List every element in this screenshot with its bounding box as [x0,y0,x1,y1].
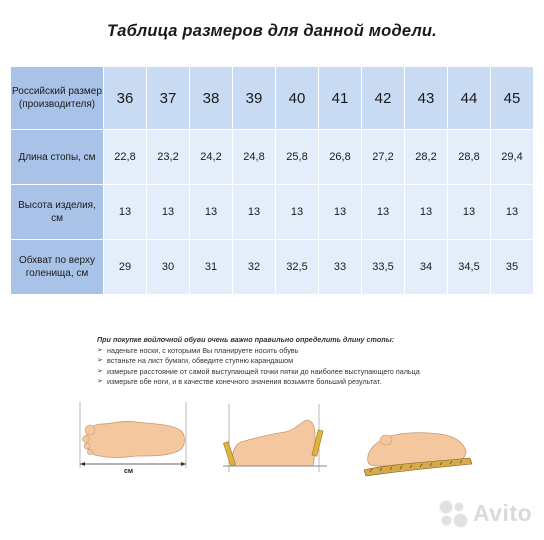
table-row-girth [11,240,534,295]
size-cell: 42 [362,67,405,130]
table-cell: 32,5 [276,240,319,295]
avito-watermark-text: Avito [473,499,533,526]
size-cell: 44 [448,67,491,130]
arrow-icon: ➢ [97,357,103,365]
instruction-text: наденьте носки, с которыми Вы планируете носить обувь [107,346,299,356]
table-cell: 26,8 [319,130,362,185]
row-label: Высота изделия, см [11,185,104,240]
size-table [10,66,534,295]
instruction-item [97,346,437,356]
avito-logo-icon [437,498,467,528]
row-label: Длина стопы, см [11,130,104,185]
table-cell: 30 [147,240,190,295]
table-cell: 24,8 [233,130,276,185]
foot-top-view-illustration [70,400,200,480]
table-cell: 33 [319,240,362,295]
arrow-icon: ➢ [97,377,103,385]
table-row-height [11,185,534,240]
arrow-icon: ➢ [97,347,103,355]
size-cell: 40 [276,67,319,130]
foot-sole-measure-illustration [360,418,475,480]
table-cell: 33,5 [362,240,405,295]
table-cell: 13 [190,185,233,240]
table-cell: 13 [319,185,362,240]
table-cell: 13 [233,185,276,240]
arrow-icon: ➢ [97,367,103,375]
size-cell: 43 [405,67,448,130]
table-cell: 28,2 [405,130,448,185]
instruction-item [97,367,437,377]
row-label: Обхват по верху голенища, см [11,240,104,295]
table-cell: 31 [190,240,233,295]
size-cell: 36 [104,67,147,130]
instructions-title: При покупке войлочной обуви очень важно правильно определить длину стопы: [97,335,395,344]
table-row-sizes [11,67,534,130]
size-header-label: Российский размер (производителя) [11,67,104,130]
foot-side-view-illustration [215,402,335,478]
table-cell: 34,5 [448,240,491,295]
size-cell: 45 [491,67,534,130]
size-cell: 39 [233,67,276,130]
table-cell: 28,8 [448,130,491,185]
table-cell: 13 [405,185,448,240]
table-cell: 22,8 [104,130,147,185]
instruction-text: измерьте расстояние от самой выступающей точки пятки до наиболее выступающего пальца [107,366,420,376]
table-cell: 27,2 [362,130,405,185]
instruction-item [97,377,437,387]
table-cell: 32 [233,240,276,295]
table-cell: 13 [276,185,319,240]
page-title: Таблица размеров для данной модели. [107,22,437,40]
table-cell: 23,2 [147,130,190,185]
table-cell: 29 [104,240,147,295]
size-cell: 38 [190,67,233,130]
table-cell: 13 [448,185,491,240]
table-cell: 13 [362,185,405,240]
table-cell: 13 [104,185,147,240]
table-cell: 25,8 [276,130,319,185]
avito-watermark [437,497,532,529]
table-cell: 35 [491,240,534,295]
table-cell: 13 [147,185,190,240]
table-cell: 29,4 [491,130,534,185]
instruction-item [97,356,437,366]
table-cell: 24,2 [190,130,233,185]
unit-label: см [124,468,134,475]
table-cell: 13 [491,185,534,240]
table-row-foot-length [11,130,534,185]
measuring-instructions [97,335,437,387]
instruction-text: встаньте на лист бумаги, обведите ступню карандашом [107,356,294,366]
instruction-text: измерьте обе ноги, и в качестве конечного значения возьмите больший результат. [107,376,382,386]
size-cell: 41 [319,67,362,130]
size-cell: 37 [147,67,190,130]
table-cell: 34 [405,240,448,295]
